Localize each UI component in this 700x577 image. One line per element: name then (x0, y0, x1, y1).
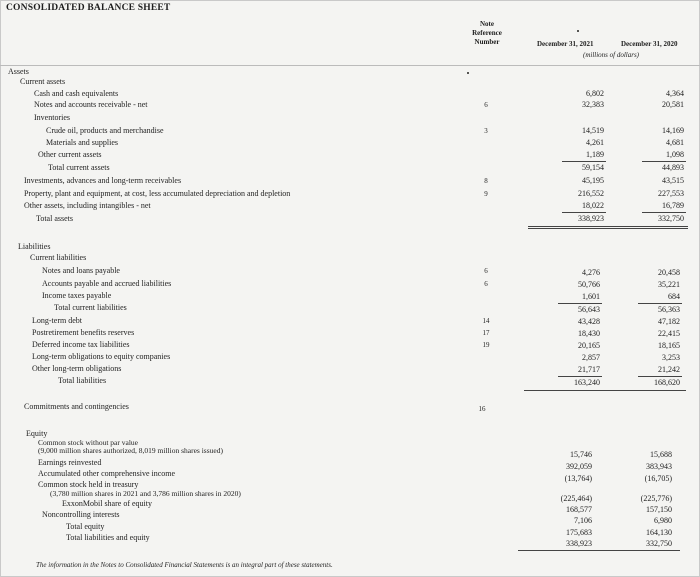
row-label: Total equity (66, 522, 105, 531)
row-label: Notes and loans payable (42, 266, 120, 275)
note-reference-header-1: Note (480, 20, 494, 28)
subtotal-rule (638, 376, 682, 377)
note-reference-header-3: Number (474, 38, 500, 46)
row-label: Long-term debt (32, 316, 82, 325)
footnote: The information in the Notes to Consolidated Financial Statements is an integral part of these statements. (36, 561, 333, 569)
value-2020: 47,182 (658, 317, 680, 326)
note-ref: 14 (482, 317, 490, 325)
equity-heading: Equity (26, 429, 48, 438)
row-label: Property, plant and equipment, at cost, less accumulated depreciation and depletion (24, 189, 291, 198)
row-label: Notes and accounts receivable - net (34, 100, 148, 109)
row-label: Materials and supplies (46, 138, 118, 147)
row-label: Accumulated other comprehensive income (38, 469, 176, 478)
value-2020: 168,620 (654, 378, 680, 387)
value-2021: 32,383 (582, 100, 604, 109)
note-ref: 9 (484, 190, 488, 198)
subtotal-rule (642, 161, 686, 162)
value-2021: 168,577 (566, 505, 592, 514)
row-label: Common stock without par value (38, 438, 138, 447)
value-2021: 43,428 (578, 317, 600, 326)
value-2021: 392,059 (566, 462, 592, 471)
value-2020: 43,515 (662, 176, 684, 185)
value-2020: 20,581 (662, 100, 684, 109)
note-ref: 3 (484, 127, 488, 135)
scan-mark (467, 72, 469, 74)
value-2021: 338,923 (578, 214, 604, 223)
note-ref: 6 (484, 267, 488, 275)
row-label: Postretirement benefits reserves (32, 328, 135, 337)
row-label: Total liabilities and equity (66, 533, 150, 542)
subtotal-rule (638, 303, 682, 304)
header-divider (0, 65, 700, 66)
value-2020: 383,943 (646, 462, 672, 471)
row-label: Other long-term obligations (32, 364, 122, 373)
note-ref: 16 (478, 405, 486, 413)
value-2020: 4,364 (666, 89, 684, 98)
total-rule (524, 390, 686, 391)
commitments-label: Commitments and contingencies (24, 402, 129, 411)
value-2020: 164,130 (646, 528, 672, 537)
total-rule (528, 228, 688, 229)
value-2020: 14,169 (662, 126, 684, 135)
subtotal-rule (562, 161, 606, 162)
row-label: Deferred income tax liabilities (32, 340, 130, 349)
value-2020: 21,242 (658, 365, 680, 374)
units-label: (millions of dollars) (583, 51, 640, 59)
value-2021: 14,519 (582, 126, 604, 135)
row-label: Inventories (34, 113, 70, 122)
row-label: Crude oil, products and merchandise (46, 126, 164, 135)
row-label: ExxonMobil share of equity (62, 499, 152, 508)
value-2020: 15,688 (650, 450, 672, 459)
value-2021: 50,766 (578, 280, 600, 289)
current-liabilities-heading: Current liabilities (30, 253, 87, 262)
value-2020: 1,098 (666, 150, 684, 159)
row-label: Total liabilities (58, 376, 107, 385)
value-2020: 22,415 (658, 329, 680, 338)
value-2021: 175,683 (566, 528, 592, 537)
value-2020: 56,363 (658, 305, 680, 314)
value-2021: (13,764) (564, 474, 592, 483)
note-ref: 17 (482, 329, 490, 337)
total-rule (518, 550, 680, 551)
value-2021: 45,195 (582, 176, 604, 185)
note-ref: 8 (484, 177, 488, 185)
value-2020: 18,165 (658, 341, 680, 350)
value-2021: 2,857 (582, 353, 600, 362)
current-assets-heading: Current assets (20, 77, 66, 86)
row-label: Total current assets (48, 163, 110, 172)
scan-mark (577, 30, 579, 32)
value-2020: (16,705) (644, 474, 672, 483)
row-label: Total current liabilities (54, 303, 127, 312)
column-header-2020: December 31, 2020 (621, 40, 678, 48)
subtotal-rule (558, 376, 602, 377)
note-ref: 6 (484, 101, 488, 109)
value-2020: 4,681 (666, 138, 684, 147)
value-2021: 216,552 (578, 189, 604, 198)
subtotal-rule (642, 212, 686, 213)
value-2021: 6,802 (586, 89, 604, 98)
value-2021: 4,276 (582, 268, 600, 277)
value-2020: 227,553 (658, 189, 684, 198)
value-2020: 35,221 (658, 280, 680, 289)
value-2021: 338,923 (566, 539, 592, 548)
document-title: CONSOLIDATED BALANCE SHEET (6, 3, 171, 13)
row-label: Common stock held in treasury (38, 480, 139, 489)
value-2020: (225,776) (640, 494, 672, 503)
row-label: Long-term obligations to equity companies (32, 352, 171, 361)
value-2020: 6,980 (654, 516, 672, 525)
row-label: Other assets, including intangibles - net (24, 201, 151, 210)
row-label: Income taxes payable (42, 291, 112, 300)
row-label: Accounts payable and accrued liabilities (42, 279, 172, 288)
total-rule (528, 226, 688, 227)
value-2021: 59,154 (582, 163, 604, 172)
row-label: Earnings reinvested (38, 458, 102, 467)
value-2021: 18,430 (578, 329, 600, 338)
row-label: Cash and cash equivalents (34, 89, 119, 98)
row-label: (3,780 million shares in 2021 and 3,786 million shares in 2020) (50, 489, 241, 498)
value-2021: 56,643 (578, 305, 600, 314)
row-label: (9,000 million shares authorized, 8,019 million shares issued) (38, 446, 223, 455)
value-2021: 163,240 (574, 378, 600, 387)
liabilities-heading: Liabilities (18, 242, 51, 251)
column-header-2021: December 31, 2021 (537, 40, 594, 48)
value-2020: 44,893 (662, 163, 684, 172)
value-2020: 684 (668, 292, 680, 301)
note-ref: 6 (484, 280, 488, 288)
value-2021: 1,189 (586, 150, 604, 159)
value-2020: 332,750 (646, 539, 672, 548)
value-2020: 16,789 (662, 201, 684, 210)
value-2020: 20,458 (658, 268, 680, 277)
value-2021: 1,601 (582, 292, 600, 301)
value-2021: 4,261 (586, 138, 604, 147)
value-2021: (225,464) (560, 494, 592, 503)
value-2021: 18,022 (582, 201, 604, 210)
note-ref: 19 (482, 341, 490, 349)
value-2020: 3,253 (662, 353, 680, 362)
value-2021: 21,717 (578, 365, 600, 374)
row-label: Noncontrolling interests (42, 510, 120, 519)
value-2021: 15,746 (570, 450, 592, 459)
assets-heading: Assets (8, 67, 29, 76)
value-2020: 157,150 (646, 505, 672, 514)
subtotal-rule (558, 303, 602, 304)
row-label: Investments, advances and long-term receivables (24, 176, 182, 185)
value-2021: 7,106 (574, 516, 592, 525)
value-2020: 332,750 (658, 214, 684, 223)
value-2021: 20,165 (578, 341, 600, 350)
row-label: Total assets (36, 214, 73, 223)
row-label: Other current assets (38, 150, 102, 159)
subtotal-rule (562, 212, 606, 213)
note-reference-header-2: Reference (472, 29, 502, 37)
